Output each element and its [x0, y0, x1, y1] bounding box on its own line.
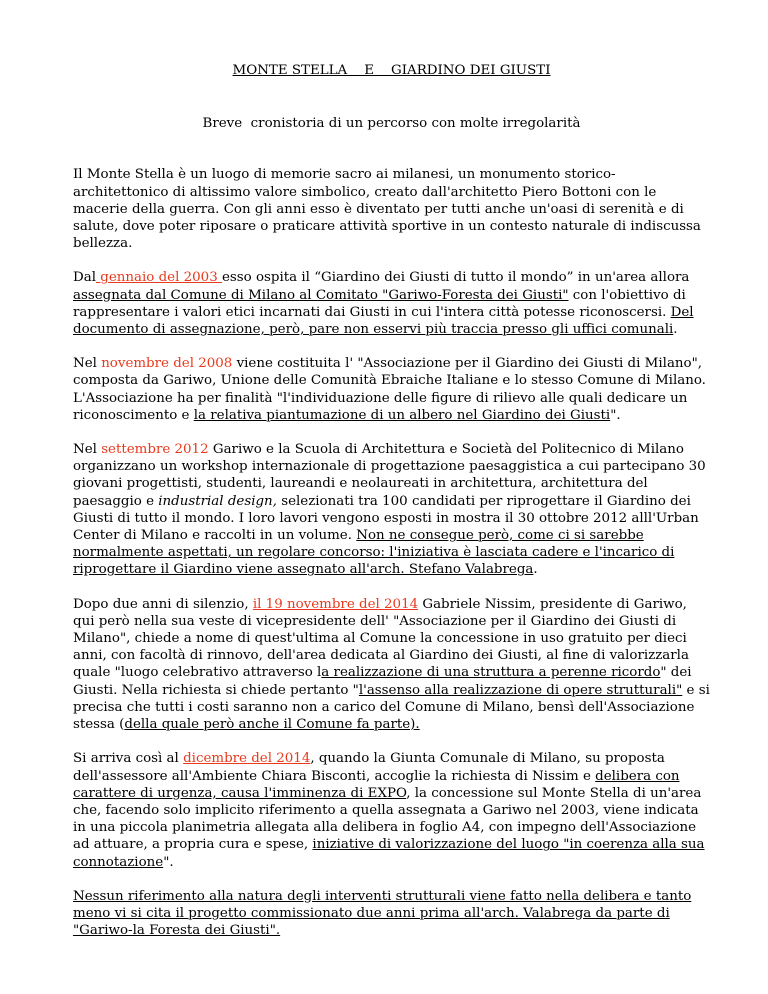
underlined-text: assegnata dal Comune di Milano al Comitato "Gariwo-Foresta dei Giusti"	[73, 287, 569, 303]
text: .	[673, 322, 678, 338]
paragraph-text: Il Monte Stella è un luogo di memorie sacro ai milanesi, un monumento storico-architettonico di altissimo valore simbolico, creato dall'architetto Piero Bottoni con le macerie della guerra. Con gli anni esso è diventato per tutti anche un'oasi di serenità e di salute, dove poter riposare o praticare attività sportive in un contesto naturale di indiscussa bellezza.	[73, 167, 701, 252]
date-link-nov-2014[interactable]: il 19 novembre del 2014	[252, 596, 419, 612]
date-link-2003[interactable]: gennaio del 2003	[96, 270, 222, 286]
text: Nel	[73, 442, 102, 458]
text: ".	[610, 407, 621, 423]
text: .	[533, 562, 538, 578]
text: con l'obiettivo di rappresentare i valori etici incarnati dai Giusti in cui l'intera città potesse riconoscersi.	[73, 287, 686, 320]
text: Nel	[73, 356, 102, 372]
text: ".	[163, 854, 174, 870]
underlined-text: Nessun riferimento alla natura degli interventi strutturali viene fatto nella delibera e tanto meno vi si cita il progetto commissionato due anni prima all'arch. Valabrega da parte di "Gariwo-la Foresta dei Giusti".	[73, 888, 692, 939]
text: , quando la Giunta Comunale di Milano, su proposta dell'assessore all'Ambiente Chiara Bisconti, accoglie la richiesta di Nissim e	[73, 751, 665, 784]
document-title: MONTE STELLA E GIARDINO DEI GIUSTI	[232, 63, 551, 78]
text: Gariwo e la Scuola di Architettura e Società del Politecnico di Milano organizzano un workshop internazionale di progettazione paesaggistica a cui partecipano 30 giovani progettisti, studenti, laureandi e neolaureati in architettura, architettura del paesaggio e	[73, 442, 706, 509]
text: selezionati tra 100 candidati per riprogettare il Giardino dei Giusti di tutto il mondo. I loro lavori vengono esposti in mostra il 30 ottobre 2012 alll'Urban Center di Milano e raccolti in un volume.	[73, 493, 699, 544]
underlined-text: l'assenso alla realizzazione di opere strutturali"	[358, 682, 683, 698]
text: e si precisa che tutti i costi saranno non a carico del Comune di Milano, bensì dell'Associazione stessa (	[73, 682, 710, 733]
text: Si arriva così al	[73, 751, 184, 767]
paragraph-nov-2014	[73, 596, 710, 734]
text: viene costituita l' "Associazione per il Giardino dei Giusti di Milano", composta da Gariwo, Unione delle Comunità Ebraiche Italiane e lo stesso Comune di Milano. L'Associazione ha per finalità "l'individuazione delle figure di rilievo alle quali dedicare un riconoscimento e	[73, 356, 706, 423]
underlined-text: delibera con carattere di urgenza, causa l'imminenza di EXPO	[73, 768, 680, 801]
text: " dei Giusti. Nella richiesta si chiede pertanto "	[73, 665, 692, 698]
italic-text: industrial design,	[158, 493, 277, 509]
underlined-text: iniziative di valorizzazione del luogo "in coerenza alla sua connotazione	[73, 837, 705, 870]
paragraph-2008	[73, 355, 710, 424]
date-link-2012[interactable]: settembre 2012	[101, 442, 209, 458]
text: esso ospita il “Giardino dei Giusti di tutto il mondo” in un'area allora	[221, 270, 690, 286]
paragraph-monte-stella	[73, 166, 710, 252]
underlined-text: della quale però anche il Comune fa parte).	[124, 717, 420, 733]
underlined-text: a realizzazione di una struttura a perenne ricordo	[321, 665, 661, 681]
paragraph-conclusion	[73, 888, 710, 940]
paragraph-2012	[73, 441, 710, 579]
text: Dal	[73, 270, 97, 286]
underlined-text: Del documento di assegnazione, però, pare non esservi più traccia presso gli uffici comunali	[73, 304, 694, 338]
date-link-2008[interactable]: novembre del 2008	[101, 356, 233, 372]
text: Dopo due anni di silenzio,	[73, 596, 253, 612]
document-subtitle: Breve cronistoria di un percorso con molte irregolarità	[202, 116, 581, 132]
paragraph-2003	[73, 269, 710, 338]
text: Gabriele Nissim, presidente di Gariwo, qui però nella sua veste di vicepresidente dell' "Associazione per il Giardino dei Giusti di Milano", chiede a nome di quest'ultima al Comune la concessione in uso gratuito per dieci anni, con facoltà di rinnovo, dell'area dedicata al Giardino dei Giusti, al fine di valorizzarla quale "luogo celebrativo attraverso l	[73, 596, 689, 681]
underlined-text: Non ne consegue però, come ci si sarebbe normalmente aspettati, un regolare concorso: l'iniziativa è lasciata cadere e l'incarico di riprogettare il Giardino viene assegnato all'arch. Stefano Valabrega	[73, 528, 675, 578]
date-link-dec-2014[interactable]: dicembre del 2014	[183, 751, 311, 767]
text: , la concessione sul Monte Stella di un'area che, facendo solo implicito riferimento a quella assegnata a Gariwo nel 2003, viene indicata in una piccola planimetria allegata alla delibera in foglio A4, con impegno dell'Associazione ad attuare, a propria cura e spese,	[73, 785, 702, 853]
paragraph-dec-2014	[73, 750, 710, 870]
underlined-text: la relativa piantumazione di un albero nel Giardino dei Giusti	[193, 407, 611, 423]
